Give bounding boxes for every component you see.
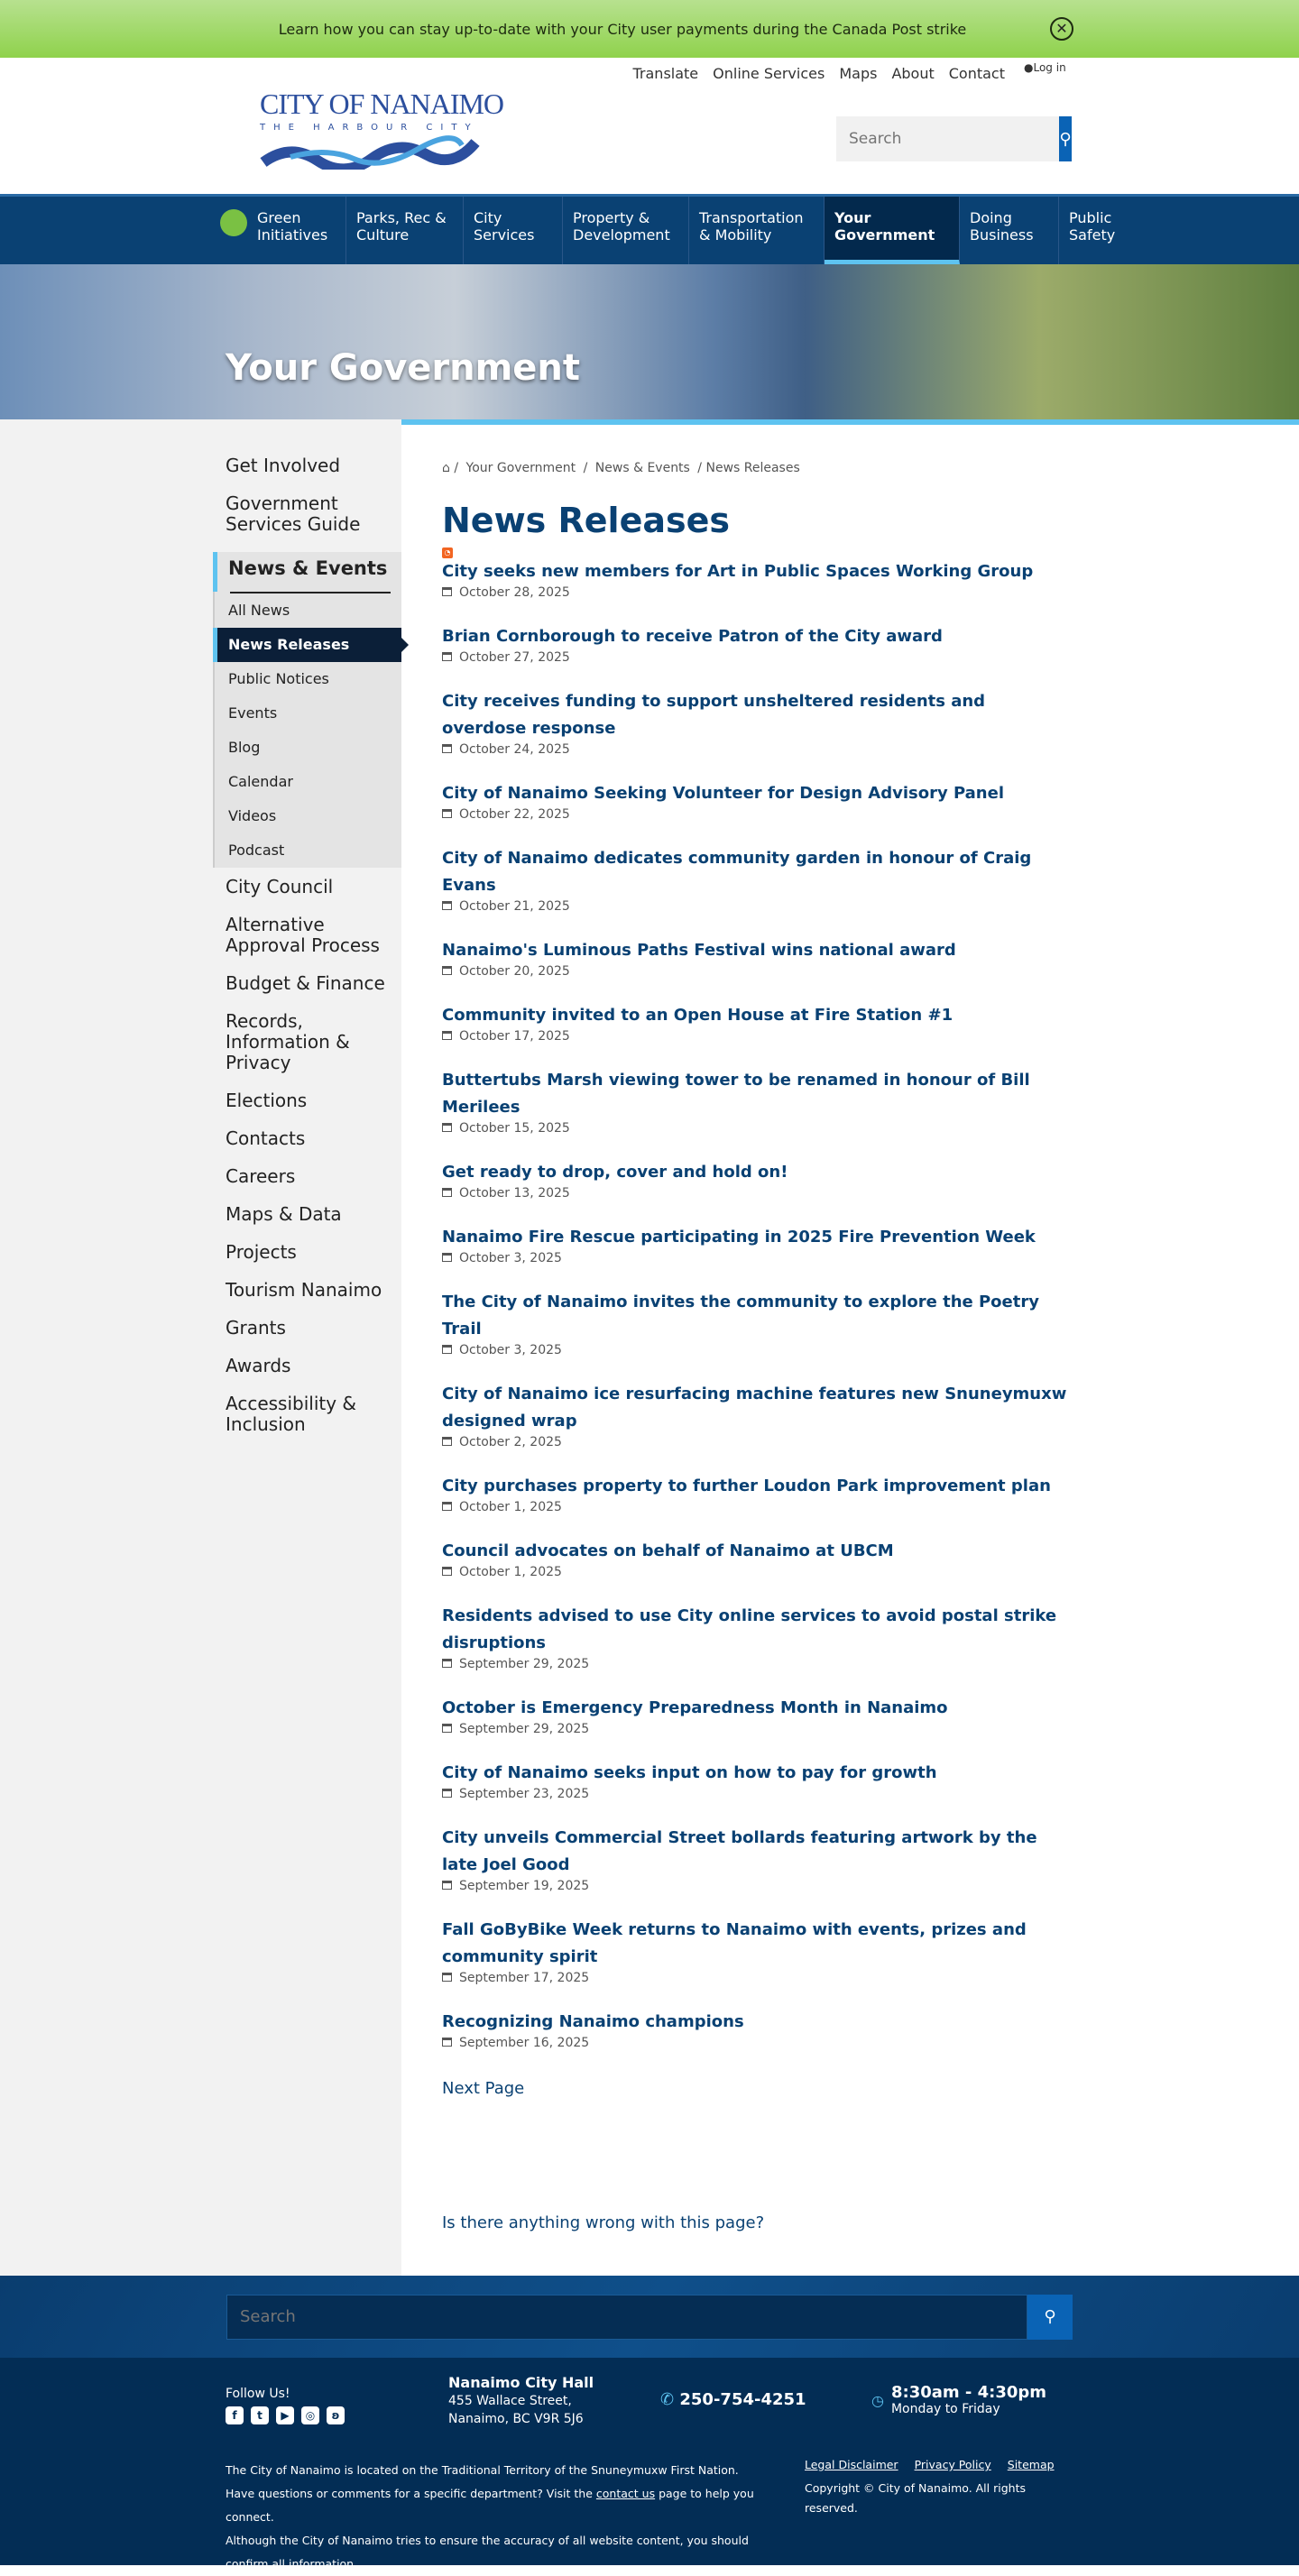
news-list [442, 558, 1073, 2050]
news-title-link[interactable]: Get ready to drop, cover and hold on! [442, 1163, 788, 1182]
news-item [442, 1695, 1073, 1736]
news-item [442, 1289, 1073, 1357]
news-date-text: October 20, 2025 [459, 964, 570, 979]
calendar-icon [442, 966, 452, 975]
hours: 8:30am - 4:30pm [890, 2383, 1047, 2402]
sidebar-item[interactable]: Awards [226, 1355, 291, 1376]
page-title: News Releases [442, 501, 731, 540]
news-date-text: October 1, 2025 [459, 1500, 562, 1514]
alert-text[interactable]: Learn how you can stay up-to-date with your City user payments during the Canada Post strike [278, 20, 967, 38]
news-date-text: October 22, 2025 [459, 807, 570, 822]
logo-title: CITY OF NANAIMO [260, 87, 504, 120]
sidebar-sub-podcast[interactable]: Podcast [228, 842, 285, 859]
breadcrumb-news-events[interactable]: News & Events [594, 461, 690, 475]
main-content [401, 419, 1299, 2276]
logo-tagline: THE HARBOUR CITY [260, 123, 479, 133]
calendar-icon [442, 1345, 452, 1354]
news-title-link[interactable]: City receives funding to support unsheltered residents and overdose response [442, 692, 986, 738]
sidebar-item[interactable]: City Council [226, 876, 334, 897]
news-date-text: October 17, 2025 [459, 1029, 570, 1044]
news-date [442, 585, 1073, 600]
login-label: Log in [1033, 61, 1066, 74]
calendar-icon [442, 1031, 452, 1040]
phone-number[interactable]: 250-754-4251 [679, 2390, 806, 2409]
news-date-text: October 28, 2025 [459, 585, 570, 600]
globe-icon [220, 209, 247, 236]
news-date [442, 1565, 1073, 1579]
news-title-link[interactable]: The City of Nanaimo invites the community to explore the Poetry Trail [442, 1293, 1039, 1339]
search-icon: ⚲ [1059, 129, 1072, 149]
calendar-icon [442, 1123, 452, 1132]
close-icon[interactable]: ✕ [1050, 17, 1073, 41]
home-icon[interactable]: ⌂ [442, 461, 450, 475]
news-item [442, 1760, 1073, 1801]
breadcrumb-your-government[interactable]: Your Government [465, 461, 576, 475]
main-nav [0, 194, 1299, 264]
news-date-text: October 13, 2025 [459, 1186, 570, 1201]
news-item [442, 1825, 1073, 1893]
news-title-link[interactable]: City of Nanaimo Seeking Volunteer for Design Advisory Panel [442, 784, 1005, 803]
news-title-link[interactable]: Brian Cornborough to receive Patron of the City award [442, 627, 943, 646]
nav-your-government[interactable]: Your Government [825, 197, 960, 264]
news-date [442, 899, 1073, 914]
sidebar-sub-blog[interactable]: Blog [228, 739, 261, 756]
footer-search [0, 2276, 1299, 2358]
hero-banner [0, 264, 1299, 419]
nav-parks-rec-culture[interactable]: Parks, Rec & Culture [346, 197, 464, 264]
search-button[interactable] [1059, 116, 1072, 161]
news-date [442, 2036, 1073, 2050]
news-date-text: October 27, 2025 [459, 650, 570, 665]
nav-transportation-mobility[interactable]: Transportation & Mobility [689, 197, 825, 264]
rss-icon[interactable]: ◔ [442, 547, 453, 558]
news-item [442, 1917, 1073, 1985]
utility-about[interactable]: About [891, 65, 935, 82]
accuracy-text: Although the City of Nanaimo tries to ensure the accuracy of all website content, you should confirm all information. [226, 2534, 749, 2571]
utility-contact[interactable]: Contact [948, 65, 1005, 82]
sidebar-item[interactable]: Careers [226, 1165, 296, 1187]
contact-us-link[interactable]: contact us [595, 2487, 656, 2500]
territory-text: The City of Nanaimo is located on the Traditional Territory of the Snuneymuxw First Nation. [226, 2463, 739, 2477]
calendar-icon [442, 1188, 452, 1197]
news-item [442, 1381, 1073, 1449]
sidebar [0, 419, 401, 2276]
news-date-text: October 3, 2025 [459, 1251, 562, 1265]
calendar-icon [442, 1437, 452, 1446]
youtube-icon[interactable]: ▶ [276, 2406, 294, 2424]
news-date [442, 742, 1073, 757]
sidebar-submenu [213, 552, 401, 868]
sidebar-item[interactable]: Accessibility & Inclusion [226, 1393, 357, 1435]
news-date [442, 650, 1073, 665]
sidebar-item[interactable]: Grants [226, 1317, 286, 1339]
news-item [442, 2009, 1073, 2050]
news-item [442, 937, 1073, 979]
bluesky-icon[interactable]: ʚ [327, 2406, 345, 2424]
news-title-link[interactable]: October is Emergency Preparedness Month in Nanaimo [442, 1698, 948, 1717]
news-title-link[interactable]: City of Nanaimo seeks input on how to pay for growth [442, 1763, 937, 1782]
copyright: Copyright © City of Nanaimo. All rights reserved. [805, 2481, 1026, 2515]
calendar-icon [442, 1724, 452, 1733]
user-icon: ● [1024, 61, 1034, 74]
sidebar-item[interactable]: Records, Information & Privacy [226, 1010, 350, 1073]
news-item [442, 780, 1073, 822]
sidebar-sub-calendar[interactable]: Calendar [228, 773, 293, 790]
news-item [442, 845, 1073, 914]
calendar-icon [442, 744, 452, 753]
news-item [442, 688, 1073, 757]
news-item [442, 1224, 1073, 1265]
search-icon: ⚲ [1044, 2307, 1056, 2326]
privacy-policy-link[interactable]: Privacy Policy [914, 2458, 991, 2471]
breadcrumb-current: News Releases [705, 461, 800, 475]
city-hall-title: Nanaimo City Hall [448, 2374, 594, 2391]
sidebar-item[interactable]: Tourism Nanaimo [226, 1279, 382, 1301]
news-item [442, 1002, 1073, 1044]
sidebar-item[interactable]: Elections [226, 1090, 308, 1111]
news-item [442, 1067, 1073, 1136]
questions-text-end: page to help you connect. [226, 2487, 754, 2524]
news-item [442, 1603, 1073, 1671]
news-date [442, 1657, 1073, 1671]
twitter-icon[interactable]: t [251, 2406, 269, 2424]
news-title-link[interactable]: City purchases property to further Loudon Park improvement plan [442, 1477, 1051, 1495]
news-date [442, 1121, 1073, 1136]
news-date [442, 964, 1073, 979]
hero-title: Your Government [226, 347, 581, 389]
news-date [442, 1879, 1073, 1893]
address-line-1: 455 Wallace Street, [448, 2394, 572, 2408]
days: Monday to Friday [890, 2402, 1000, 2416]
news-date-text: September 29, 2025 [459, 1657, 590, 1671]
news-item [442, 1159, 1073, 1201]
news-date [442, 1251, 1073, 1265]
footer-search-input[interactable] [226, 2295, 1027, 2340]
sidebar-sub-public-notices[interactable]: Public Notices [228, 670, 329, 687]
calendar-icon [442, 587, 452, 596]
news-date [442, 1722, 1073, 1736]
calendar-icon [442, 901, 452, 910]
news-item [442, 558, 1073, 600]
sidebar-section-news-events[interactable]: News & Events [213, 552, 401, 592]
nav-city-services[interactable]: City Services [464, 197, 563, 264]
sidebar-sub-news-releases[interactable]: News Releases [213, 628, 401, 662]
footer-search-button[interactable] [1027, 2295, 1073, 2340]
news-date-text: October 21, 2025 [459, 899, 570, 914]
clock-icon: ◷ [871, 2392, 884, 2409]
news-date-text: October 15, 2025 [459, 1121, 570, 1136]
calendar-icon [442, 652, 452, 661]
news-date-text: September 17, 2025 [459, 1971, 590, 1985]
news-title-link[interactable]: Nanaimo Fire Rescue participating in 2025 Fire Prevention Week [442, 1228, 1036, 1247]
sidebar-item[interactable]: Projects [226, 1241, 297, 1263]
utility-online-services[interactable]: Online Services [713, 65, 825, 82]
questions-text: Have questions or comments for a specific department? Visit the [226, 2487, 593, 2500]
report-problem-link[interactable]: Is there anything wrong with this page? [442, 2213, 765, 2232]
news-item [442, 1473, 1073, 1514]
sidebar-item[interactable]: Alternative Approval Process [226, 914, 380, 956]
utility-translate[interactable]: Translate [632, 65, 699, 82]
address-line-2: Nanaimo, BC V9R 5J6 [448, 2412, 584, 2426]
news-title-link[interactable]: City of Nanaimo ice resurfacing machine features new Snuneymuxw designed wrap [442, 1385, 1067, 1431]
legal-disclaimer-link[interactable]: Legal Disclaimer [805, 2458, 898, 2471]
news-date [442, 807, 1073, 822]
site-header [0, 58, 1299, 194]
news-date-text: October 24, 2025 [459, 742, 570, 757]
sidebar-item[interactable]: Budget & Finance [226, 972, 385, 994]
calendar-icon [442, 1502, 452, 1511]
breadcrumb: ⌂ / Your Government / News & Events / News Releases [442, 461, 800, 475]
news-date-text: September 16, 2025 [459, 2036, 590, 2050]
calendar-icon [442, 1973, 452, 1982]
news-date [442, 1343, 1073, 1357]
sidebar-sub-all-news[interactable]: All News [228, 602, 290, 619]
news-date [442, 1029, 1073, 1044]
nav-public-safety[interactable]: Public Safety [1069, 209, 1116, 244]
news-title-link[interactable]: Nanaimo's Luminous Paths Festival wins national award [442, 941, 956, 960]
footer [0, 2358, 1299, 2571]
phone-icon: ✆ [660, 2390, 675, 2409]
news-title-link[interactable]: Fall GoByBike Week returns to Nanaimo with events, prizes and community spirit [442, 1920, 1027, 1966]
sidebar-item[interactable]: Contacts [226, 1127, 306, 1149]
news-date-text: October 2, 2025 [459, 1435, 562, 1449]
news-date-text: September 23, 2025 [459, 1787, 590, 1801]
calendar-icon [442, 1659, 452, 1668]
sidebar-sub-events[interactable]: Events [228, 704, 278, 722]
news-title-link[interactable]: Residents advised to use City online services to avoid postal strike disruptions [442, 1606, 1057, 1652]
news-date-text: September 29, 2025 [459, 1722, 590, 1736]
news-date-text: September 19, 2025 [459, 1879, 590, 1893]
utility-maps[interactable]: Maps [839, 65, 878, 82]
logo[interactable] [236, 87, 504, 170]
utility-nav [633, 65, 1006, 82]
sidebar-item[interactable]: Maps & Data [226, 1203, 342, 1225]
news-date [442, 1186, 1073, 1201]
news-title-link[interactable]: Council advocates on behalf of Nanaimo at UBCM [442, 1541, 894, 1560]
nav-green-initiatives[interactable]: Green Initiatives [247, 197, 346, 264]
calendar-icon [442, 1253, 452, 1262]
next-page-link[interactable]: Next Page [442, 2079, 525, 2098]
sitemap-link[interactable]: Sitemap [1007, 2458, 1055, 2471]
news-title-link[interactable]: City of Nanaimo dedicates community garden in honour of Craig Evans [442, 849, 1032, 895]
alert-banner [0, 0, 1299, 58]
news-date [442, 1787, 1073, 1801]
news-date [442, 1500, 1073, 1514]
news-item [442, 623, 1073, 665]
news-date-text: October 1, 2025 [459, 1565, 562, 1579]
news-date [442, 1971, 1073, 1985]
news-title-link[interactable]: Recognizing Nanaimo champions [442, 2012, 744, 2031]
news-title-link[interactable]: City unveils Commercial Street bollards featuring artwork by the late Joel Good [442, 1828, 1037, 1874]
calendar-icon [442, 1567, 452, 1576]
news-date-text: October 3, 2025 [459, 1343, 562, 1357]
news-title-link[interactable]: Community invited to an Open House at Fire Station #1 [442, 1006, 954, 1025]
sidebar-item-government-services-guide[interactable]: Government Services Guide [226, 492, 361, 535]
nav-doing-business[interactable]: Doing Business [960, 197, 1059, 264]
follow-label: Follow Us! [226, 2387, 290, 2401]
news-date [442, 1435, 1073, 1449]
facebook-icon[interactable]: f [226, 2406, 244, 2424]
sidebar-sub-videos[interactable]: Videos [228, 807, 277, 824]
sidebar-item-get-involved[interactable]: Get Involved [226, 455, 341, 476]
nav-property-development[interactable]: Property & Development [563, 197, 689, 264]
search-input[interactable] [836, 116, 1059, 161]
news-item [442, 1538, 1073, 1579]
news-title-link[interactable]: City seeks new members for Art in Public Spaces Working Group [442, 562, 1034, 581]
instagram-icon[interactable]: ◎ [301, 2406, 319, 2424]
news-title-link[interactable]: Buttertubs Marsh viewing tower to be renamed in honour of Bill Merilees [442, 1071, 1030, 1117]
calendar-icon [442, 1789, 452, 1798]
header-search [836, 116, 1072, 161]
login-link[interactable] [1024, 61, 1066, 74]
calendar-icon [442, 1881, 452, 1890]
calendar-icon [442, 2038, 452, 2047]
calendar-icon [442, 809, 452, 818]
